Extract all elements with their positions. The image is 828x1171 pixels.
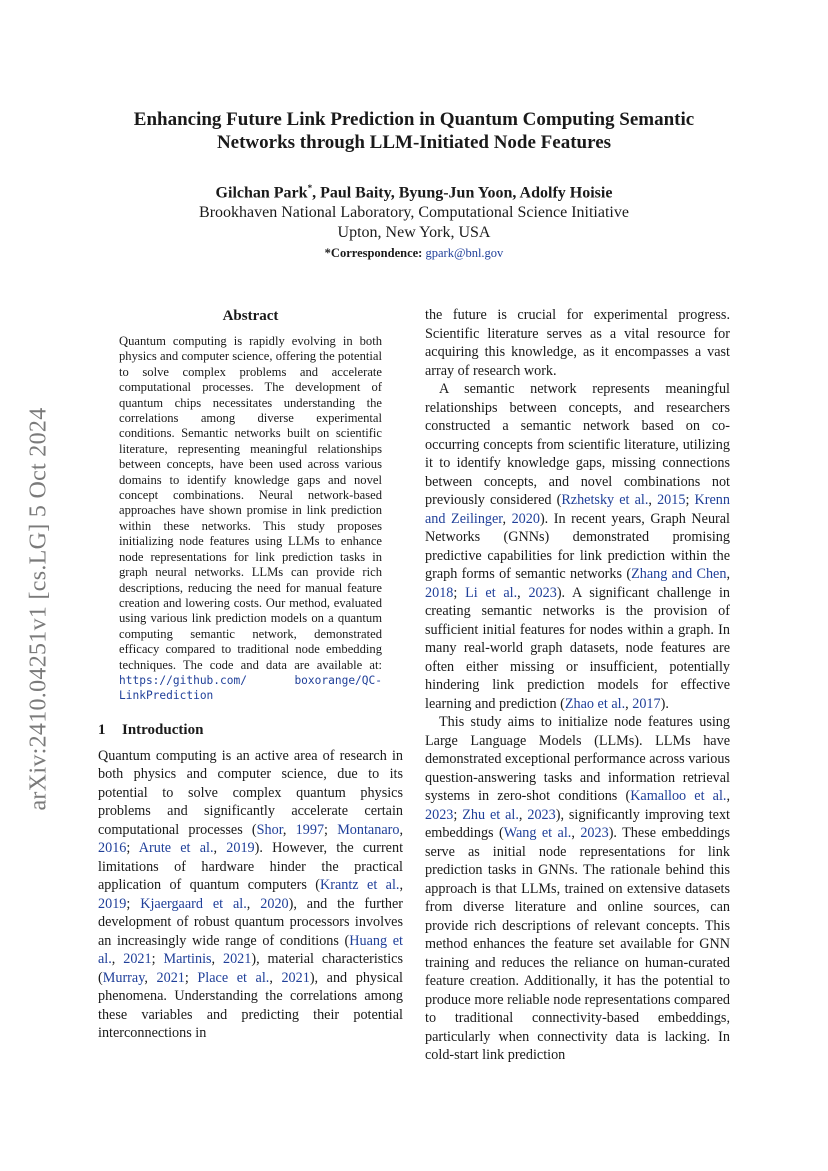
first-author: Gilchan Park xyxy=(215,184,308,202)
email-link[interactable]: gpark@bnl.gov xyxy=(425,246,504,261)
text-run: , xyxy=(111,951,124,968)
text-run: ). These embeddings serve as initial node representations for link prediction tasks in GNNs. The rationale behind this approach is that LLMs, trained on extensive datasets from diverse literature and online sources, can provide rich descriptions of relevant concepts. This method enhances the feature set available for GNN training and reduces the reliance on human-curated feature creation. Additionally, it has the potential to produce more reliable node representations compared to traditional connectivity-based embeddings, particularly when connectivity data is lacking. In cold-start link prediction xyxy=(425,825,731,1063)
text-run: , xyxy=(502,510,512,527)
text-run: ). A significant challenge in creating semantic networks is the provision of sufficient initial features for nodes within a graph. In many real-world graph datasets, node features are often either missing or insufficient, potentially hindering link prediction models for effective learning and prediction ( xyxy=(425,584,730,712)
right-column xyxy=(425,306,730,1065)
corresponding-mark: * xyxy=(307,183,313,193)
text-run: ; xyxy=(453,584,466,601)
code-url-part-1[interactable]: https://github.com/ xyxy=(119,673,247,687)
correspondence xyxy=(100,243,728,263)
location: Upton, New York, USA xyxy=(337,224,491,242)
intro-paragraph-3 xyxy=(425,713,730,1065)
section-heading xyxy=(98,720,403,740)
text-run: , xyxy=(282,821,296,838)
text-run: ; xyxy=(184,969,198,986)
text-run: , xyxy=(269,969,282,986)
text-run: Quantum computing is an active area of research in both physics and computer science, due to its potential to solve complex quantum physics problems and significantly accelerate certain computational processes ( xyxy=(98,747,403,838)
citation[interactable]: Murray xyxy=(102,969,145,986)
citation[interactable]: Krenn and Zeilinger xyxy=(425,492,730,527)
citation[interactable]: 2020 xyxy=(260,895,289,912)
citation[interactable]: Zhao et al. xyxy=(564,695,626,712)
arxiv-sidebar xyxy=(22,374,56,844)
paper-title xyxy=(100,108,728,154)
title-line-1: Enhancing Future Link Prediction in Quantum Computing Semantic xyxy=(133,109,695,130)
text-run: , xyxy=(518,806,528,823)
text-run: ; xyxy=(126,895,141,912)
citation[interactable]: 2021 xyxy=(222,951,252,968)
text-run: ), and the further development of robust quantum processors involves an increasingly wide range of conditions ( xyxy=(98,895,403,949)
text-run: ), material characteristics ( xyxy=(98,951,404,986)
text-run: ; xyxy=(453,806,463,823)
abstract-heading: Abstract xyxy=(222,308,279,324)
text-run: This study aims to initialize node features using Large Language Models (LLMs). LLMs have demonstrated exceptional performance across various question-answering tasks and information retrieval systems in zero-shot conditions ( xyxy=(425,714,730,804)
citation[interactable]: Kamalloo et al. xyxy=(630,788,727,804)
intro-paragraph-1 xyxy=(98,747,403,1043)
citation[interactable]: Li et al. xyxy=(465,584,518,601)
citation[interactable]: 2018 xyxy=(425,584,454,601)
intro-paragraph-2 xyxy=(425,380,730,713)
citation[interactable]: 2021 xyxy=(123,951,152,968)
affiliation: Brookhaven National Laboratory, Computational Science Initiative xyxy=(199,204,629,222)
citation[interactable]: Wang et al. xyxy=(503,825,572,841)
citation[interactable]: Rzhetsky et al. xyxy=(561,492,649,508)
citation[interactable]: 2023 xyxy=(425,806,454,823)
section-title: Introduction xyxy=(122,721,204,738)
text-run: , xyxy=(648,492,658,508)
code-url-part-2[interactable]: boxorange/QC-LinkPrediction xyxy=(119,673,382,703)
text-run: ; xyxy=(324,821,338,838)
text-run: , xyxy=(144,969,157,986)
section-number: 1 xyxy=(98,721,106,738)
citation[interactable]: 2021 xyxy=(281,969,310,986)
citation[interactable]: Zhang and Chen xyxy=(631,566,727,582)
other-authors: , Paul Baity, Byung-Jun Yoon, Adolfy Hoisie xyxy=(312,184,613,202)
citation[interactable]: 2020 xyxy=(511,510,540,527)
title-line-2: Networks through LLM-Initiated Node Features xyxy=(216,132,612,153)
citation[interactable]: 2017 xyxy=(632,695,661,712)
citation[interactable]: Krantz et al. xyxy=(320,877,400,894)
text-run: ), and physical phenomena. Understanding the correlations among these variables and predicting their potential interconnections in xyxy=(98,969,404,1042)
left-column xyxy=(98,306,403,1043)
text-run: ; xyxy=(126,840,139,857)
citation[interactable]: 2019 xyxy=(226,840,255,857)
citation[interactable]: 2016 xyxy=(98,840,127,857)
text-run: , xyxy=(625,695,633,712)
abstract-text: Quantum computing is rapidly evolving in both physics and computer science, offering the potential to solve complex problems and accelerate computational processes. The development of quantum chips necessitates understanding the correlations among diverse experimental conditions. Semantic networks built on scientific literature, representing meaningful relationships between concepts, have been used across various domains to identify knowledge gaps and novel concept combinations. Neural network-based approaches have shown promise in link prediction within these networks. This study proposes initializing node features using LLMs to enhance node representations for link prediction tasks in graph neural networks. LLMs can provide rich descriptions, reducing the need for manual feature creation and lowering costs. Our method, evaluated using various link prediction models on a quantum computing semantic network, demonstrated efficacy compared to traditional node embedding techniques. The code and data are available at: xyxy=(119,334,382,672)
citation[interactable]: Kjaergaard et al. xyxy=(140,895,247,912)
text-run: ). xyxy=(660,695,669,712)
text-run: ; xyxy=(685,492,695,508)
citation[interactable]: 2019 xyxy=(98,895,127,912)
text-run: , xyxy=(571,825,581,841)
abstract-body xyxy=(119,334,382,704)
citation[interactable]: 2023 xyxy=(527,806,556,823)
text-run: , xyxy=(211,951,223,968)
text-run: , xyxy=(726,788,730,804)
citation[interactable]: 2021 xyxy=(156,969,185,986)
text-run: ). However, the current limitations of hardware hinder the practical application of quantum computers ( xyxy=(98,840,404,894)
text-run: , xyxy=(213,840,227,857)
author-names xyxy=(100,178,728,203)
citation[interactable]: Shor xyxy=(256,821,283,838)
text-run: , xyxy=(517,584,529,601)
arxiv-identifier: arXiv:2410.04251v1 [cs.LG] 5 Oct 2024 xyxy=(25,407,52,811)
text-run: , xyxy=(726,566,730,582)
text-run: ; xyxy=(151,951,164,968)
citation[interactable]: Place et al. xyxy=(197,969,270,986)
intro-paragraph-1-continued: the future is crucial for experimental progress. Scientific literature serves as a vital resource for acquiring this knowledge, as it encompasses a vast array of research work. xyxy=(425,307,730,379)
author-block xyxy=(100,178,728,263)
text-run: ), significantly improving text embeddings ( xyxy=(425,806,730,841)
text-run: , xyxy=(399,821,403,838)
citation[interactable]: Martinis xyxy=(163,951,212,968)
citation[interactable]: 2023 xyxy=(580,825,609,841)
citation[interactable]: 2023 xyxy=(528,584,557,601)
citation[interactable]: Arute et al. xyxy=(138,840,214,857)
text-run: A semantic network represents meaningful relationships between concepts, and researchers constructed a semantic network based on co-occurring concepts from scientific literature, utilizing it to identify knowledge gaps, missing connections between concepts, and novel combinations not previously considered ( xyxy=(425,381,730,508)
citation[interactable]: 1997 xyxy=(295,821,325,838)
citation[interactable]: Huang et al. xyxy=(98,932,403,968)
text-run: , xyxy=(246,895,261,912)
citation[interactable]: Zhu et al. xyxy=(462,806,519,823)
text-run: , xyxy=(399,877,404,894)
citation[interactable]: Montanaro xyxy=(337,821,400,838)
citation[interactable]: 2015 xyxy=(657,492,686,508)
text-run: ). In recent years, Graph Neural Networks (GNNs) demonstrated promising predictive capabilities for link prediction within the graph forms of semantic networks ( xyxy=(425,510,730,582)
correspondence-label: *Correspondence: xyxy=(324,246,423,261)
